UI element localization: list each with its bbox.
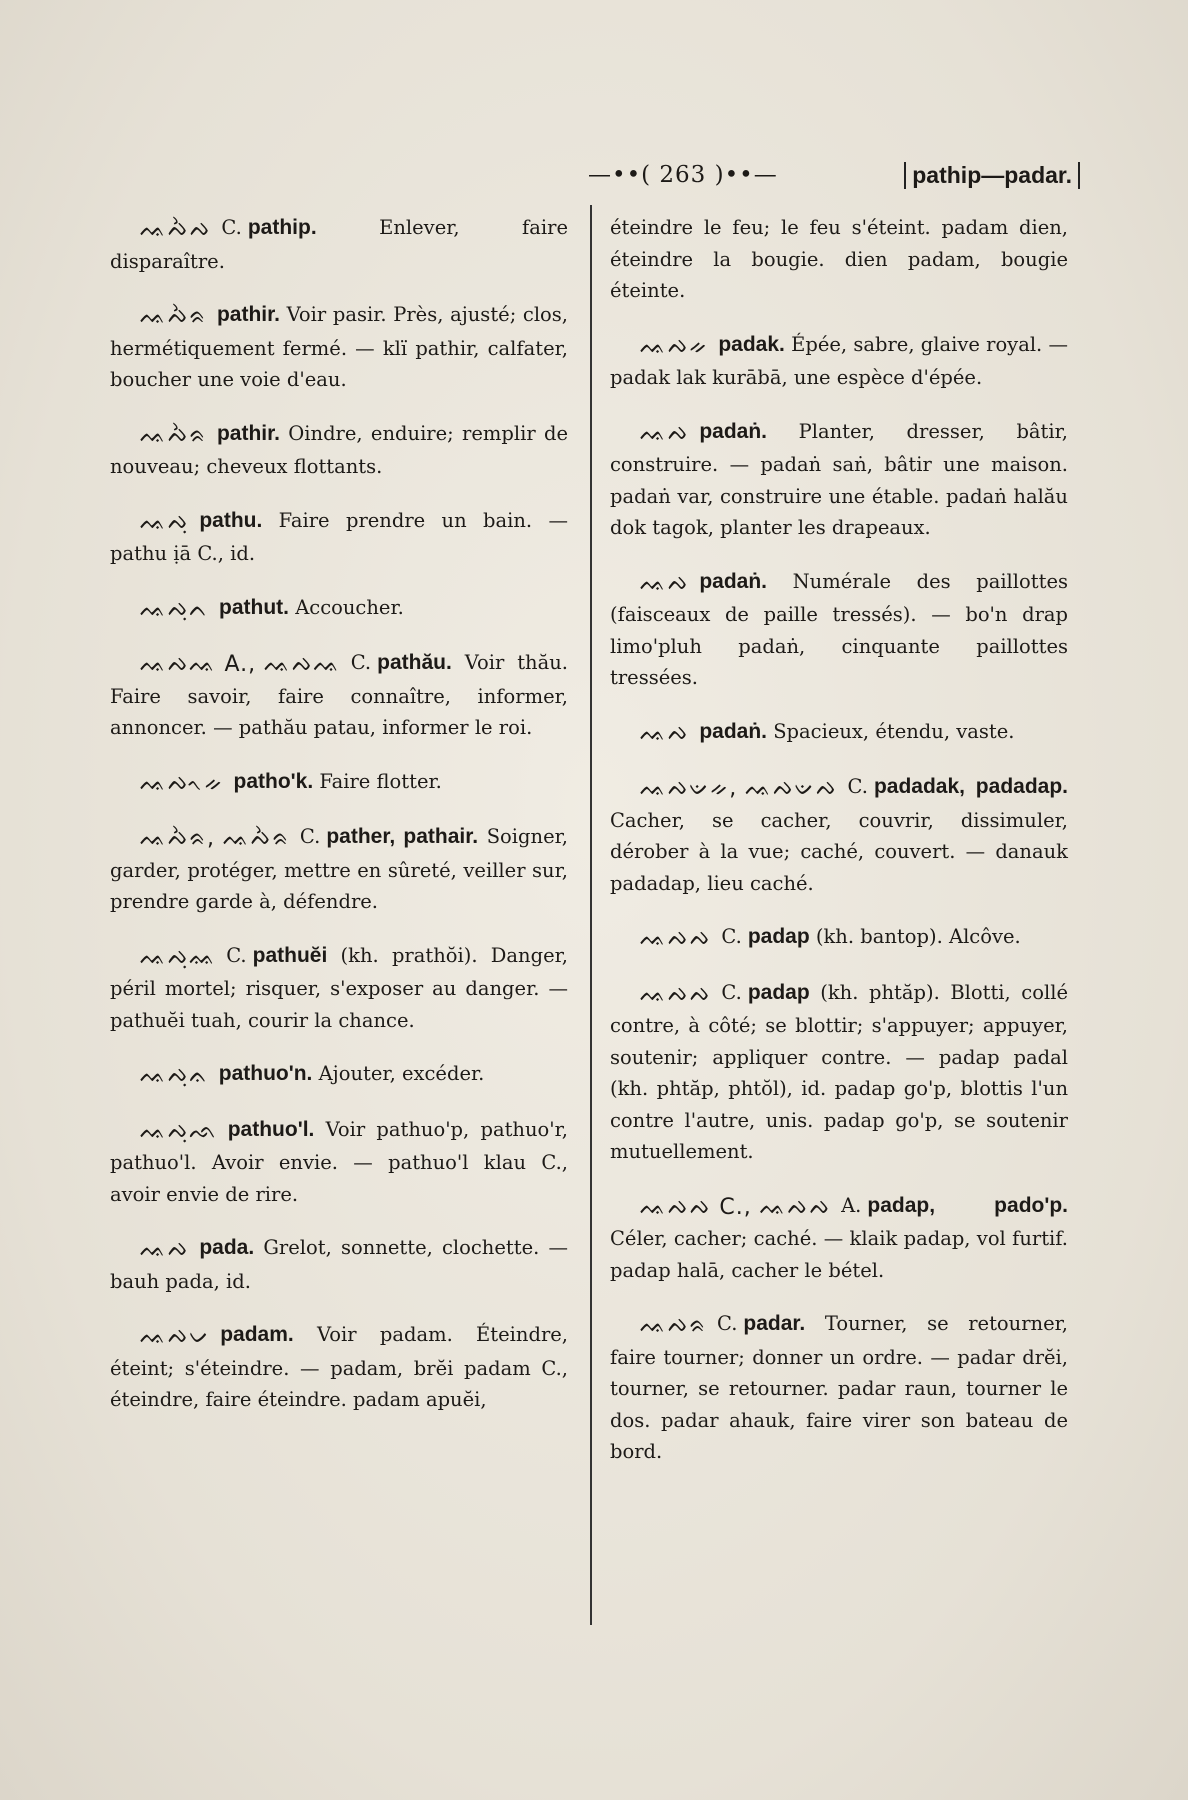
headword: padap, pado'p.	[867, 1193, 1068, 1217]
source-marker: C.	[716, 1312, 738, 1335]
headword: pada.	[199, 1236, 255, 1259]
headword: pathu.	[199, 508, 263, 532]
definition-text: (kh. prathŏi). Danger, péril mortel; risquer, s'exposer au danger. — pathuĕi tuah, courir la chance.	[110, 943, 569, 1032]
definition-text: éteindre le feu; le feu s'éteint. padam dien, éteindre la bougie. dien padam, bougie éteinte.	[610, 216, 1068, 302]
cham-script-glyphs: ᨕᨄᨘ	[140, 509, 190, 535]
definition-text: Voir pathuo'p, pathuo'r, pathuo'l. Avoir envie. — pathuo'l klau C., avoir envie de rire.	[110, 1117, 568, 1206]
headword: padaṅ.	[699, 419, 767, 443]
page-number: —••( 263 )••—	[588, 162, 778, 188]
left-column	[110, 212, 568, 1438]
headword: pathir.	[216, 303, 280, 326]
dictionary-entry	[110, 592, 568, 626]
definition-text: (kh. bantop). Alcôve.	[815, 925, 1021, 948]
headword: pathut.	[219, 595, 289, 619]
definition-text: Grelot, sonnette, clochette. — bauh pada, id.	[110, 1236, 568, 1293]
cham-script-glyphs: ᨕᨄ	[140, 1237, 190, 1262]
definition-text: Planter, dresser, bâtir, construire. — padaṅ saṅ, bâtir une maison. padaṅ var, construire une étable. padaṅ halău dok tagok, planter les drapeaux.	[610, 419, 1068, 539]
definition-text: (kh. phtăp). Blotti, collé contre, à côté; se blottir; s'appuyer; appuyer, soutenir; appliquer contre. — padap padal (kh. phtăp, phtŏl), id. padap go'p, blottis l'un contre l'autre, unis. padap go'p, se soutenir mutuellement.	[610, 980, 1068, 1163]
cham-script-glyphs: ᨕᨄᨛᨄ	[140, 217, 212, 242]
dictionary-entry	[110, 1114, 568, 1211]
definition-text: Céler, cacher; caché. — klaik padap, vol furtif. padap halā, cacher le bétel.	[610, 1227, 1068, 1282]
dictionary-entry	[110, 299, 568, 396]
source-marker: C.	[226, 943, 247, 967]
cham-script-glyphs: ᨕᨄᨑ	[640, 1313, 707, 1338]
headword: padak.	[718, 332, 785, 356]
dictionary-entry	[110, 505, 568, 570]
headword: pathip.	[247, 216, 317, 239]
dictionary-entry	[610, 1190, 1068, 1287]
definition-text: Faire prendre un bain. — pathu ịā C., id.	[110, 508, 568, 565]
cham-script-glyphs: ᨕᨄᨚᨀ	[140, 770, 224, 796]
cham-script-glyphs: ᨕᨄᨛᨑ	[140, 422, 207, 448]
headword: padap	[747, 925, 810, 948]
dictionary-entry	[110, 766, 568, 800]
definition-text: Ajouter, excéder.	[318, 1062, 485, 1085]
source-marker: C.	[721, 980, 742, 1004]
dictionary-entry	[610, 212, 1068, 307]
headword: padaṅ.	[699, 719, 767, 743]
source-marker: C.	[847, 775, 868, 798]
headword: pathău.	[377, 651, 452, 674]
dictionary-entry	[610, 977, 1068, 1168]
source-marker: C.	[721, 925, 742, 948]
cham-script-glyphs: ᨕᨄᨘᨈ	[140, 596, 210, 622]
cham-script-glyphs: ᨕᨄᨕ A., ᨕᨄᨕ	[140, 652, 341, 677]
cham-script-glyphs: ᨕᨄᨄ C., ᨕᨄᨄ	[640, 1194, 832, 1220]
headword: padap	[747, 980, 810, 1004]
headword: patho'k.	[233, 769, 314, 793]
source-marker: C.	[299, 825, 321, 848]
dictionary-entry	[110, 1232, 568, 1297]
dictionary-entry	[110, 1058, 568, 1092]
cham-script-glyphs: ᨕᨄᨘᨐ	[140, 944, 217, 970]
definition-text: Enlever, faire disparaître.	[110, 216, 568, 273]
definition-text: Numérale des paillottes (faisceaux de paille tressés). — bo'n drap limo'pluh padaṅ, cinquante paillottes tressées.	[610, 569, 1068, 689]
dictionary-entry	[610, 329, 1068, 394]
definition-text: Accoucher.	[295, 595, 404, 619]
dictionary-entry	[610, 566, 1068, 694]
cham-script-glyphs: ᨕᨄᨉᨀ, ᨕᨄᨉᨄ	[640, 776, 838, 801]
dictionary-entry	[610, 1308, 1068, 1468]
definition-text: Tourner, se retourner, faire tourner; donner un ordre. — padar drĕi, tourner, se retourner. padar raun, tourner le dos. padar ahauk, faire virer son bateau de bord.	[610, 1312, 1069, 1463]
headword: pathuo'l.	[227, 1117, 315, 1141]
dictionary-entry	[110, 647, 568, 744]
definition-text: Faire flotter.	[319, 769, 442, 793]
definition-text: Voir padam. Éteindre, éteint; s'éteindre. — padam, brĕi padam C., éteindre, faire éteindre. padam apuĕi,	[110, 1323, 569, 1411]
headword: pathuo'n.	[218, 1062, 313, 1085]
definition-text: Oindre, enduire; remplir de nouveau; cheveux flottants.	[110, 421, 568, 478]
definition-text: Voir pasir. Près, ajusté; clos, hermétiquement fermé. — klï pathir, calfater, boucher une voie d'eau.	[110, 303, 569, 391]
dictionary-entry	[110, 940, 568, 1037]
source-marker: C.	[221, 216, 242, 239]
cham-script-glyphs: ᨕᨄ	[640, 570, 690, 596]
definition-text: Cacher, se cacher, couvrir, dissimuler, dérober à la vue; caché, couvert. — danauk padadap, lieu caché.	[610, 808, 1068, 895]
right-column	[610, 212, 1068, 1490]
dictionary-entry	[110, 418, 568, 483]
running-head: pathip—padar.	[904, 162, 1080, 189]
headword: padar.	[743, 1312, 806, 1335]
dictionary-entry	[610, 416, 1068, 544]
headword: padadak, padadap.	[873, 775, 1068, 798]
dictionary-entry	[610, 771, 1068, 899]
cham-script-glyphs: ᨕᨄᨛᨑ, ᨕᨄᨛᨑ	[140, 826, 290, 851]
source-marker: C.	[350, 651, 372, 674]
headword: pather, pathair.	[326, 825, 479, 848]
cham-script-glyphs: ᨕᨄᨆ	[140, 1324, 211, 1349]
headword: padaṅ.	[699, 569, 767, 593]
cham-script-glyphs: ᨕᨄᨘᨊ	[140, 1063, 209, 1088]
dictionary-entry	[610, 921, 1068, 955]
headword: pathir.	[216, 421, 280, 445]
cham-script-glyphs: ᨕᨄ	[640, 720, 690, 746]
cham-script-glyphs: ᨕᨄᨄ	[640, 926, 712, 951]
dictionary-entry	[110, 821, 568, 918]
cham-script-glyphs: ᨕᨄᨘᨒ	[140, 1118, 218, 1144]
definition-text: Spacieux, étendu, vaste.	[773, 719, 1015, 743]
headword: padam.	[220, 1323, 294, 1346]
dictionary-entry	[110, 1319, 568, 1416]
cham-script-glyphs: ᨕᨄᨀ	[640, 333, 709, 359]
cham-script-glyphs: ᨕᨄᨄ	[640, 981, 712, 1007]
column-divider	[590, 205, 592, 1625]
cham-script-glyphs: ᨕᨄᨛᨑ	[140, 304, 207, 329]
definition-text: Épée, sabre, glaive royal. — padak lak kurābā, une espèce d'épée.	[610, 332, 1068, 389]
definition-text: Soigner, garder, protéger, mettre en sûreté, veiller sur, prendre garde à, défendre.	[110, 825, 568, 913]
headword: pathuĕi	[252, 943, 328, 967]
dictionary-entry	[110, 212, 568, 277]
page-header	[100, 162, 1080, 202]
source-marker: A.	[841, 1193, 862, 1217]
dictionary-entry	[610, 716, 1068, 750]
definition-text: Voir thău. Faire savoir, faire connaître, informer, annoncer. — pathău patau, informer le roi.	[110, 651, 568, 739]
cham-script-glyphs: ᨕᨄ	[640, 420, 690, 446]
